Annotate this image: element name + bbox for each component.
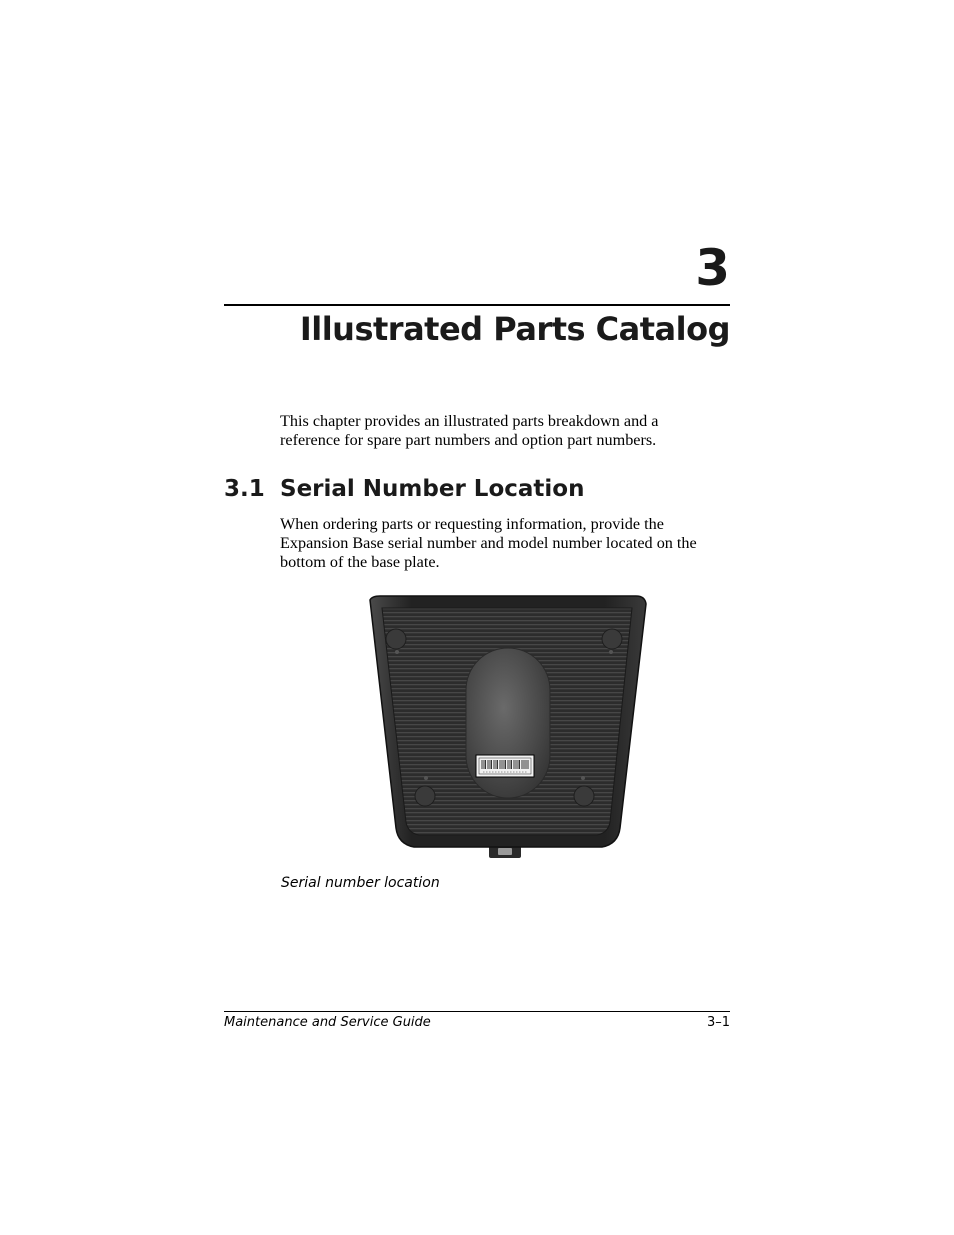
figure-caption: Serial number location <box>281 875 440 891</box>
section-title: Serial Number Location <box>280 476 585 502</box>
screw-hole <box>424 776 428 780</box>
screw-hole <box>395 650 399 654</box>
section-paragraph: When ordering parts or requesting information, provide the Expansion Base serial number and model number located on the bottom of the base plate. <box>280 515 697 571</box>
intro-paragraph: This chapter provides an illustrated parts breakdown and a reference for spare part numbers and option part numbers. <box>280 412 659 449</box>
screw-hole <box>609 650 613 654</box>
chapter-number: 3 <box>695 239 730 297</box>
rubber-foot <box>386 629 406 649</box>
chapter-title: Illustrated Parts Catalog <box>299 310 730 348</box>
section-heading <box>224 474 730 504</box>
section-number: 3.1 <box>224 476 265 502</box>
footer-page-number: 3–1 <box>706 1015 730 1030</box>
title-rule <box>224 304 730 306</box>
screw-hole <box>581 776 585 780</box>
rubber-foot <box>574 786 594 806</box>
footer-guide-title: Maintenance and Service Guide <box>224 1015 431 1030</box>
footer-rule <box>224 1011 730 1012</box>
serial-number-label <box>476 755 534 777</box>
rubber-foot <box>602 629 622 649</box>
rubber-foot <box>415 786 435 806</box>
base-plate-illustration <box>356 592 656 864</box>
